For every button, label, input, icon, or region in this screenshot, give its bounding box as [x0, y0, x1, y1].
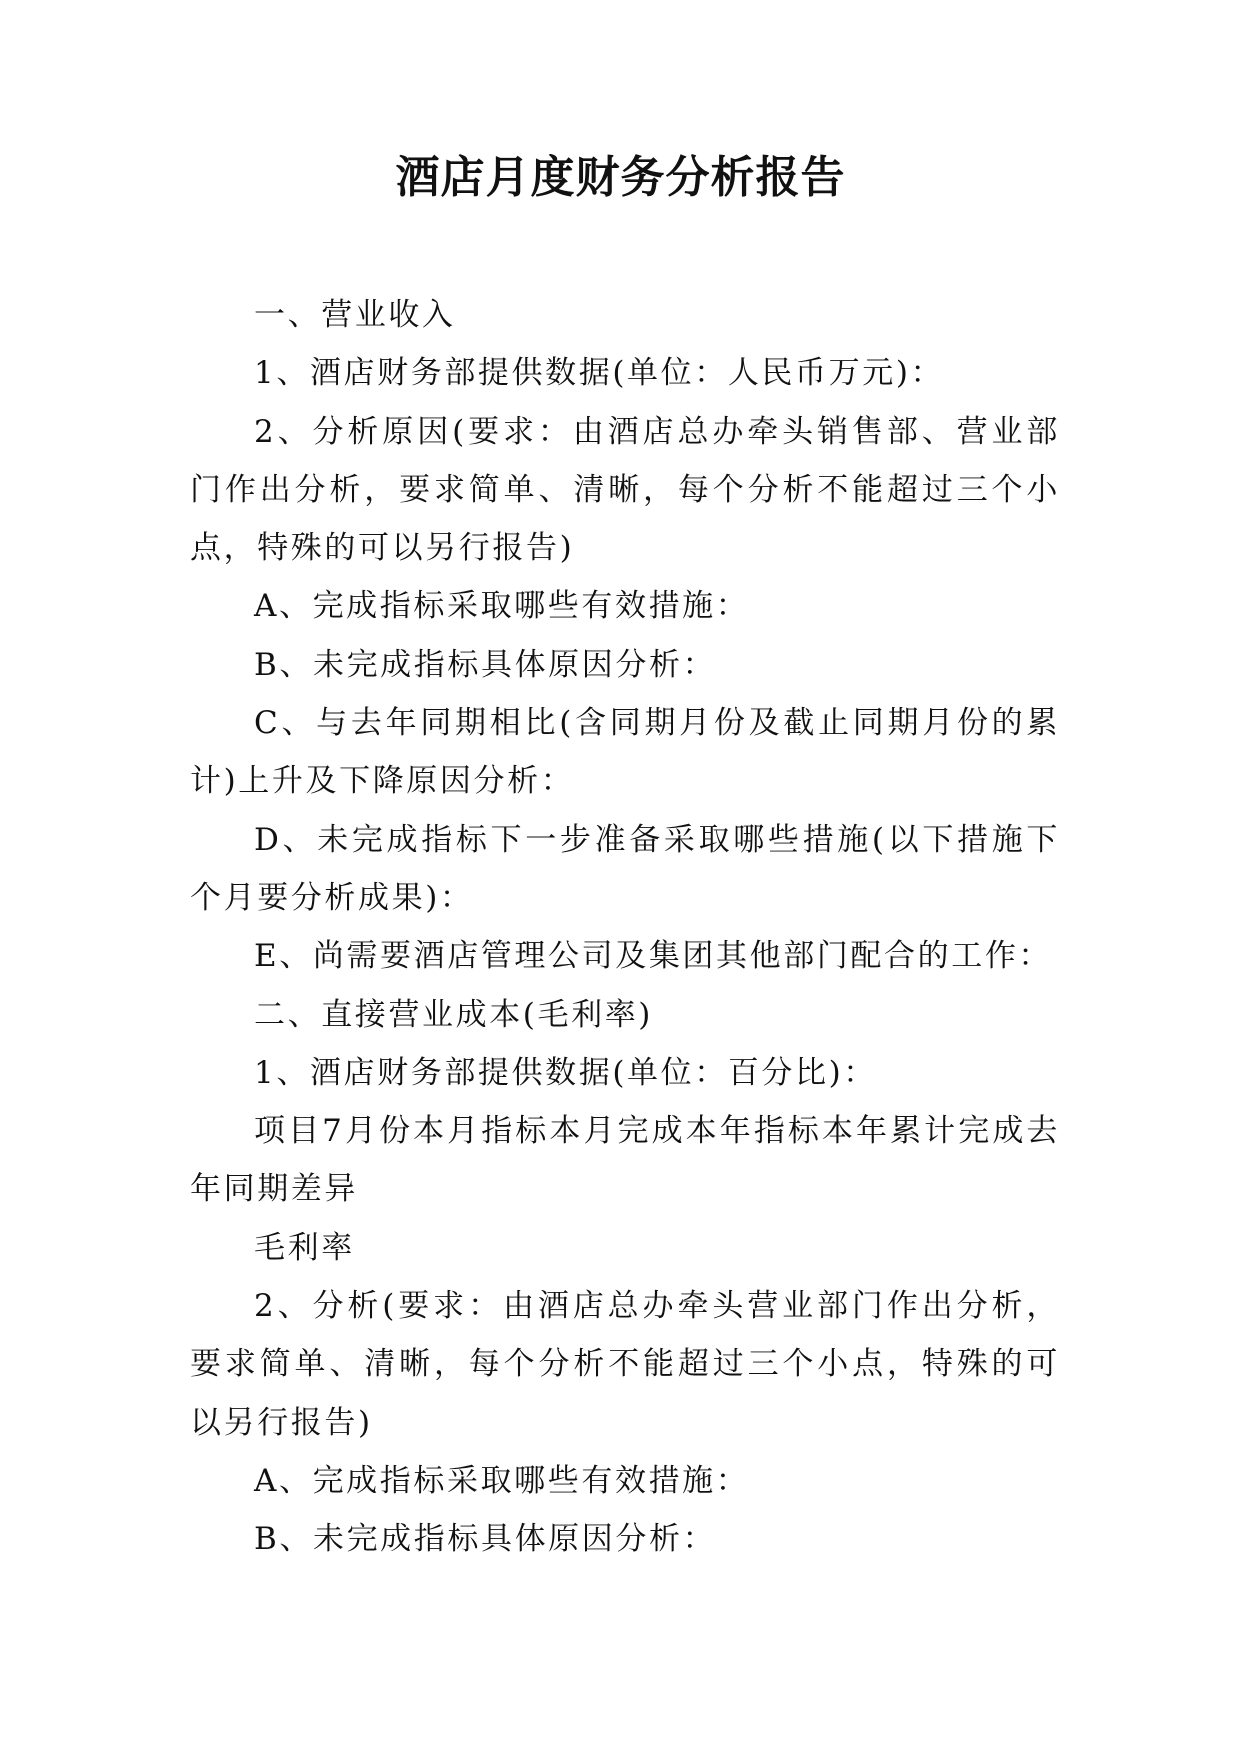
section-heading-cost: 二、直接营业成本(毛利率)	[254, 996, 653, 1033]
paragraph-revenue-data: 1、酒店财务部提供数据(单位：人民币万元)：	[254, 355, 945, 392]
paragraph-cost-data: 1、酒店财务部提供数据(单位：百分比)：	[254, 1054, 877, 1091]
list-item-a-2: A、完成指标采取哪些有效措施：	[254, 1462, 750, 1499]
paragraph-table-header-text: 项目7月份本月指标本月完成本年指标本年累计完成去年同期差异	[190, 1113, 1060, 1208]
section-heading-revenue: 一、营业收入	[254, 297, 456, 333]
document-title: 酒店月度财务分析报告	[395, 152, 846, 203]
list-item-d: D、未完成指标下一步准备采取哪些措施(以下措施下个月要分析成果)：	[190, 821, 1060, 916]
document-body	[190, 286, 1060, 1569]
list-item-a: A、完成指标采取哪些有效措施：	[254, 588, 750, 625]
paragraph-revenue-analysis: 2、分析原因(要求：由酒店总办牵头销售部、营业部门作出分析，要求简单、清晰，每个分析不能超过三个小点，特殊的可以另行报告)	[190, 413, 1060, 567]
paragraph-gross-margin: 毛利率	[254, 1229, 355, 1266]
list-item-c: C、与去年同期相比(含同期月份及截止同期月份的累计)上升及下降原因分析：	[190, 705, 1060, 800]
list-item-b: B、未完成指标具体原因分析：	[254, 646, 717, 683]
list-item-b-2: B、未完成指标具体原因分析：	[254, 1521, 717, 1558]
paragraph-cost-analysis: 2、分析(要求：由酒店总办牵头营业部门作出分析，要求简单、清晰，每个分析不能超过三个小点，特殊的可以另行报告)	[190, 1288, 1060, 1441]
list-item-e: E、尚需要酒店管理公司及集团其他部门配合的工作：	[254, 938, 1053, 975]
